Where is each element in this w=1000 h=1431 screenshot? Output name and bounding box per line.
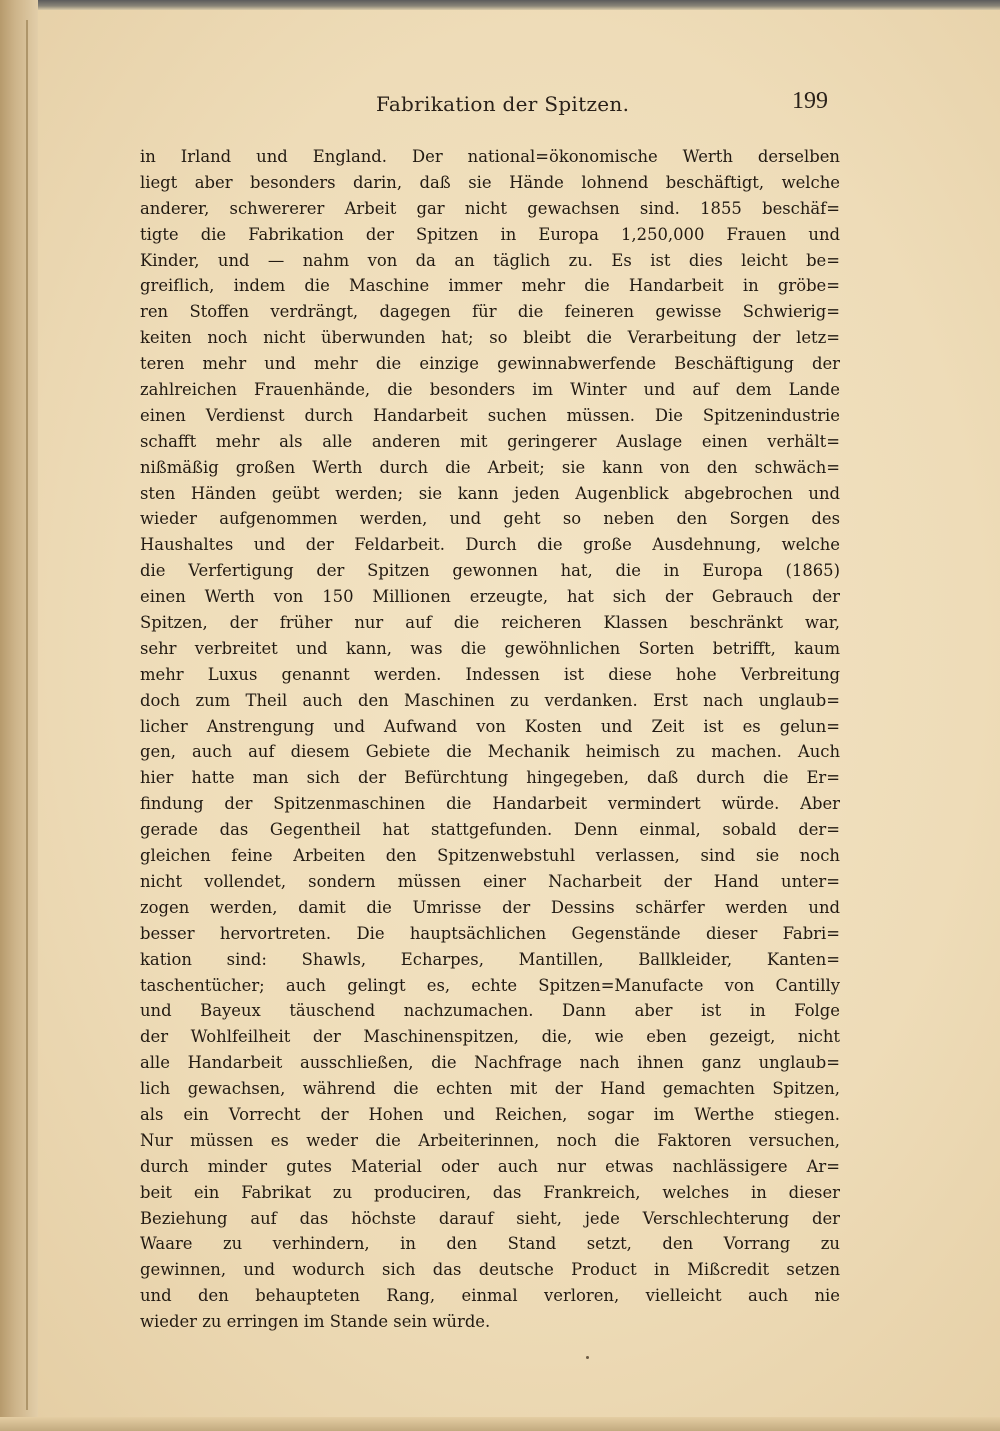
book-spine-edge — [0, 0, 38, 1431]
text-line: lich gewachsen, während die echten mit der Hand gemachten Spitzen, — [140, 1079, 840, 1099]
text-line: kation sind: Shawls, Echarpes, Mantillen, Ballkleider, Kanten= — [140, 949, 840, 969]
text-line: zogen werden, damit die Umrisse der Dessins schärfer werden und — [140, 897, 840, 917]
text-line: sehr verbreitet und kann, was die gewöhnlichen Sorten betrifft, kaum — [140, 638, 840, 658]
text-line: zahlreichen Frauenhände, die besonders im Winter und auf dem Lande — [140, 380, 840, 400]
text-line: ren Stoffen verdrängt, dagegen für die feineren gewisse Schwierig= — [140, 302, 840, 322]
text-line: die Verfertigung der Spitzen gewonnen hat, die in Europa (1865) — [140, 561, 840, 581]
text-line: in Irland und England. Der national=ökonomische Werth derselben — [140, 147, 840, 166]
text-line: nißmäßig großen Werth durch die Arbeit; sie kann von den schwäch= — [140, 457, 840, 477]
text-line: Beziehung auf das höchste darauf sieht, jede Verschlechterung der — [140, 1208, 840, 1228]
text-line: gerade das Gegentheil hat stattgefunden. Denn einmal, sobald der= — [140, 820, 840, 840]
text-line: greiflich, indem die Maschine immer mehr die Handarbeit in gröbe= — [140, 276, 840, 296]
text-line: taschentücher; auch gelingt es, echte Spitzen=Manufacte von Cantilly — [140, 975, 840, 995]
text-line: und Bayeux täuschend nachzumachen. Dann aber ist in Folge — [140, 1001, 840, 1021]
text-line: Nur müssen es weder die Arbeiterinnen, noch die Faktoren versuchen, — [140, 1130, 840, 1150]
paper-speck — [586, 1356, 589, 1359]
text-line: Kinder, und — nahm von da an täglich zu. Es ist dies leicht be= — [140, 250, 840, 270]
text-line: Haushaltes und der Feldarbeit. Durch die große Ausdehnung, welche — [140, 535, 840, 555]
text-line: keiten noch nicht überwunden hat; so bleibt die Verarbeitung der letz= — [140, 328, 840, 348]
body-text — [140, 144, 840, 1335]
text-line: teren mehr und mehr die einzige gewinnabwerfende Beschäftigung der — [140, 354, 840, 374]
page-top-edge — [0, 0, 1000, 10]
text-line: und den behaupteten Rang, einmal verloren, vielleicht auch nie — [140, 1286, 840, 1306]
text-line: nicht vollendet, sondern müssen einer Nacharbeit der Hand unter= — [140, 871, 840, 891]
text-line: der Wohlfeilheit der Maschinenspitzen, die, wie eben gezeigt, nicht — [140, 1027, 840, 1047]
text-line: besser hervortreten. Die hauptsächlichen Gegenstände dieser Fabri= — [140, 923, 840, 943]
running-head: Fabrikation der Spitzen. — [376, 92, 630, 116]
text-line: Spitzen, der früher nur auf die reicheren Klassen beschränkt war, — [140, 613, 840, 633]
text-line: einen Verdienst durch Handarbeit suchen müssen. Die Spitzenindustrie — [140, 405, 840, 425]
text-line: tigte die Fabrikation der Spitzen in Europa 1,250,000 Frauen und — [140, 224, 840, 244]
text-line: schafft mehr als alle anderen mit geringerer Auslage einen verhält= — [140, 431, 840, 451]
text-line: einen Werth von 150 Millionen erzeugte, hat sich der Gebrauch der — [140, 587, 840, 607]
text-line: Waare zu verhindern, in den Stand setzt, den Vorrang zu — [140, 1234, 840, 1254]
text-line: gewinnen, und wodurch sich das deutsche Product in Mißcredit setzen — [140, 1260, 840, 1280]
text-line: sten Händen geübt werden; sie kann jeden Augenblick abgebrochen und — [140, 483, 840, 503]
text-line: liegt aber besonders darin, daß sie Hände lohnend beschäftigt, welche — [140, 172, 840, 192]
text-line: als ein Vorrecht der Hohen und Reichen, sogar im Werthe stiegen. — [140, 1104, 840, 1124]
text-line: hier hatte man sich der Befürchtung hingegeben, daß durch die Er= — [140, 768, 840, 788]
text-line: beit ein Fabrikat zu produciren, das Frankreich, welches in dieser — [140, 1182, 840, 1202]
text-line: wieder zu erringen im Stande sein würde. — [140, 1312, 491, 1332]
text-line: gen, auch auf diesem Gebiete die Mechanik heimisch zu machen. Auch — [140, 742, 840, 762]
text-line: findung der Spitzenmaschinen die Handarbeit vermindert würde. Aber — [140, 794, 840, 814]
text-line: durch minder gutes Material oder auch nur etwas nachlässigere Ar= — [140, 1156, 840, 1176]
page-number: 199 — [792, 88, 828, 114]
text-line: wieder aufgenommen werden, und geht so neben den Sorgen des — [140, 509, 840, 529]
text-line: alle Handarbeit ausschließen, die Nachfrage nach ihnen ganz unglaub= — [140, 1053, 840, 1073]
text-line: mehr Luxus genannt werden. Indessen ist diese hohe Verbreitung — [140, 664, 840, 684]
text-line: doch zum Theil auch den Maschinen zu verdanken. Erst nach unglaub= — [140, 690, 840, 710]
text-line: anderer, schwererer Arbeit gar nicht gewachsen sind. 1855 beschäf= — [140, 198, 840, 218]
text-line: licher Anstrengung und Aufwand von Kosten und Zeit ist es gelun= — [140, 716, 840, 736]
text-line: gleichen feine Arbeiten den Spitzenwebstuhl verlassen, sind sie noch — [140, 846, 840, 866]
page-bottom-edge — [0, 1417, 1000, 1431]
